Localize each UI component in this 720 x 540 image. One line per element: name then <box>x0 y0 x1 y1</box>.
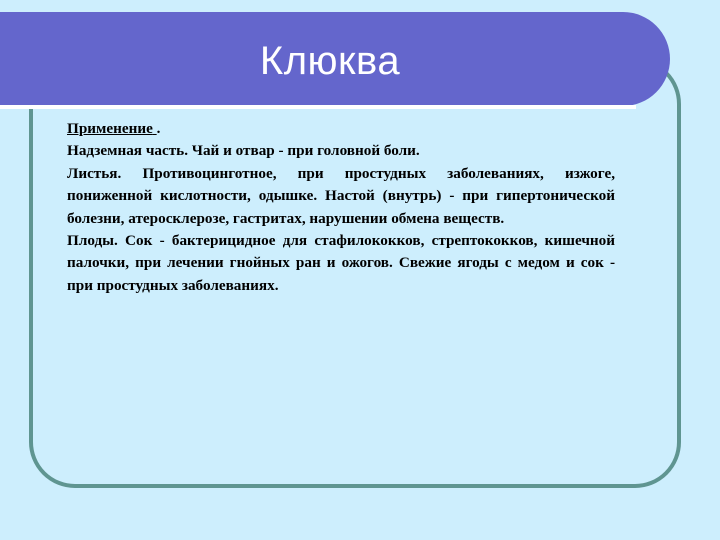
paragraph-aerial-part: Надземная часть. Чай и отвар - при головной боли. <box>67 142 420 160</box>
usage-heading-line <box>67 118 615 140</box>
slide-body <box>67 118 615 297</box>
paragraph-leaves: Листья. Противоцинготное, при простудных заболеваниях, изжоге, пониженной кислотности, одышке. Настой (внутрь) - при гипертонической болезни, атеросклерозе, гастритах, нарушении обмена веществ. <box>67 164 615 227</box>
slide-title: Клюква <box>259 39 401 83</box>
usage-heading: Применение <box>67 120 153 137</box>
usage-heading-suffix: . <box>156 120 161 137</box>
title-banner <box>0 12 670 106</box>
title-underline-rule <box>0 105 636 109</box>
paragraph-berries: Плоды. Сок - бактерицидное для стафилококков, стрептококков, кишечной палочки, при лечении гнойных ран и ожогов. Свежие ягоды с медом и сок - при простудных заболеваниях. <box>67 232 615 294</box>
